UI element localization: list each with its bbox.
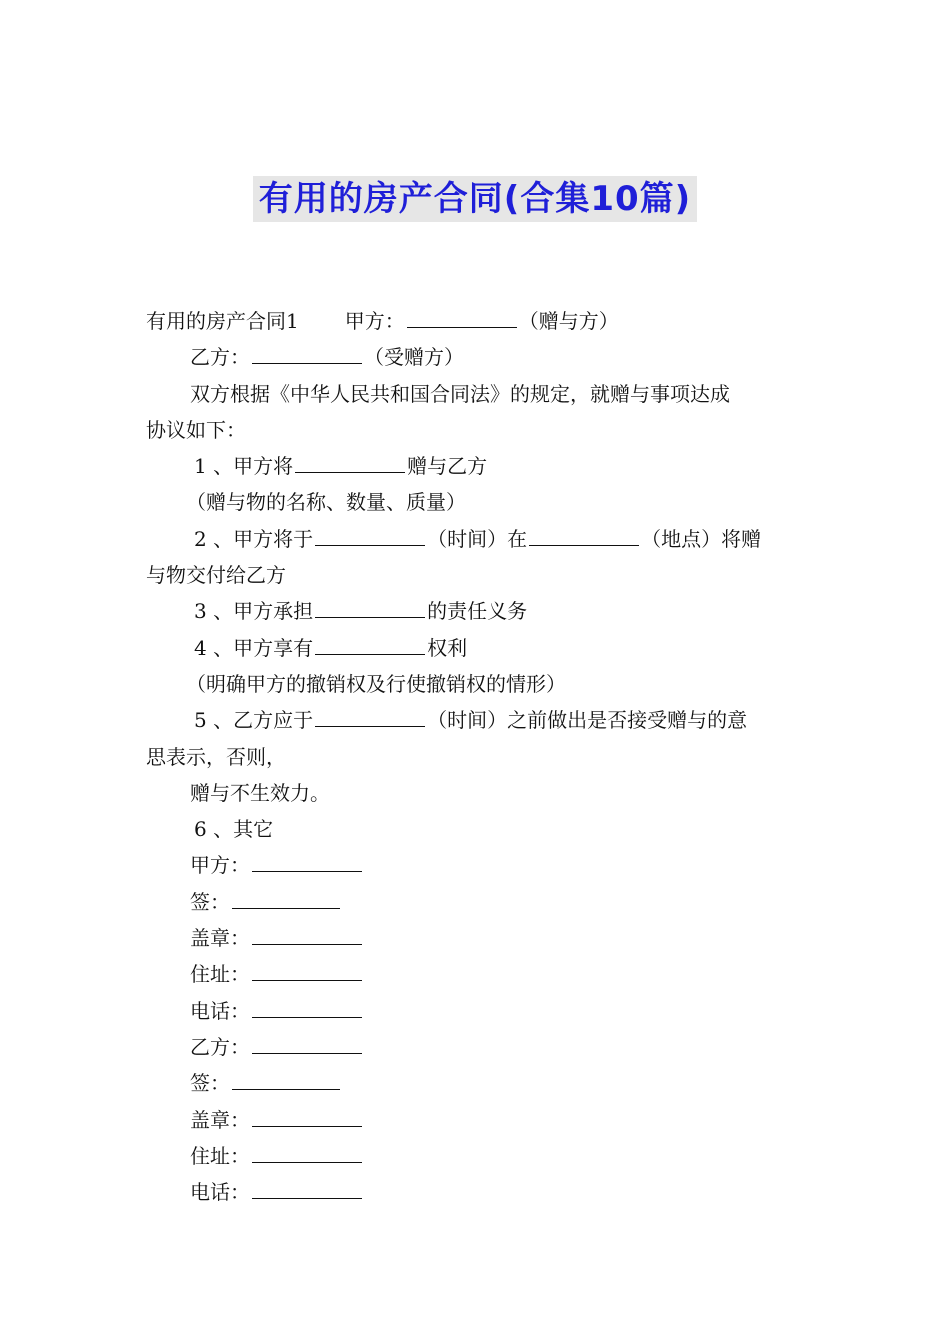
- sig-a-sign-blank: [232, 888, 340, 909]
- clause-2-line-2: [146, 557, 808, 593]
- clause-1-note: （赠与物的名称、数量、质量）: [186, 490, 466, 515]
- party-b-blank: [252, 343, 362, 364]
- intro-text-2: 协议如下：: [146, 417, 246, 442]
- clause-1-prefix: 1 、甲方将: [194, 454, 294, 479]
- sig-b-seal-label: 盖章：: [190, 1107, 250, 1132]
- clause-4-suffix: 权利: [427, 635, 468, 660]
- sig-a-seal-label: 盖章：: [190, 926, 250, 951]
- sig-a-seal: [146, 920, 808, 956]
- clause-1-suffix: 赠与乙方: [407, 454, 488, 479]
- clause-5-line-3: [146, 775, 808, 811]
- clause-5-conclusion: 赠与不生效力。: [190, 780, 330, 805]
- clause-5-line-2: [146, 739, 808, 775]
- intro-line-1: [146, 376, 808, 412]
- clause-5-blank: [315, 706, 425, 727]
- sig-b-sign-label: 签：: [190, 1071, 230, 1096]
- clause-5-suffix: （时间）之前做出是否接受赠与的意: [427, 708, 748, 733]
- sig-b-seal-blank: [252, 1106, 362, 1127]
- clause-4: [146, 630, 808, 666]
- clause-6: [146, 811, 808, 847]
- sig-b-sign: [146, 1065, 808, 1101]
- sig-a-party-blank: [252, 851, 362, 872]
- sig-a-sign: [146, 884, 808, 920]
- intro-text-1: 双方根据《中华人民共和国合同法》的规定，就赠与事项达成: [190, 381, 730, 406]
- contract-heading: 有用的房产合同1: [146, 309, 299, 333]
- sig-a-party: [146, 847, 808, 883]
- clause-5: [146, 702, 808, 738]
- sig-a-address: [146, 956, 808, 992]
- sig-b-party-label: 乙方：: [190, 1034, 250, 1059]
- party-a-label: 甲方：: [344, 309, 405, 333]
- clause-2-prefix: 2 、甲方将于: [194, 526, 314, 551]
- clause-2-time-blank: [315, 525, 425, 546]
- clause-5-continuation: 思表示，否则，: [146, 744, 286, 769]
- clause-4-blank: [315, 634, 425, 655]
- sig-b-phone-label: 电话：: [190, 1180, 250, 1205]
- clause-2-mid-2: （地点）将赠: [641, 526, 762, 551]
- sig-b-phone: [146, 1174, 808, 1210]
- sig-a-sign-label: 签：: [190, 889, 230, 914]
- party-a-blank: [407, 307, 517, 328]
- sig-a-phone: [146, 993, 808, 1029]
- sig-a-phone-label: 电话：: [190, 998, 250, 1023]
- sig-a-party-label: 甲方：: [190, 853, 250, 878]
- clause-2-mid-1: （时间）在: [427, 526, 528, 551]
- sig-b-party-blank: [252, 1033, 362, 1054]
- clause-6-text: 6 、其它: [194, 817, 274, 842]
- sig-b-sign-blank: [232, 1069, 340, 1090]
- sig-b-address-blank: [252, 1142, 362, 1163]
- sig-a-seal-blank: [252, 924, 362, 945]
- document-title: 有用的房产合同(合集10篇): [253, 176, 697, 222]
- intro-line-2: [146, 412, 808, 448]
- party-b-line: [146, 339, 808, 375]
- clause-2-place-blank: [529, 525, 639, 546]
- clause-3-blank: [315, 597, 425, 618]
- party-b-role: （受赠方）: [364, 345, 464, 370]
- party-b-label: 乙方：: [190, 345, 250, 370]
- sig-a-phone-blank: [252, 997, 362, 1018]
- clause-1-note-line: [146, 484, 808, 520]
- clause-3-prefix: 3 、甲方承担: [194, 599, 314, 624]
- clause-5-prefix: 5 、乙方应于: [194, 708, 314, 733]
- sig-b-party: [146, 1029, 808, 1065]
- sig-b-address: [146, 1138, 808, 1174]
- sig-b-phone-blank: [252, 1178, 362, 1199]
- clause-2: [146, 521, 808, 557]
- party-a-role: （赠与方）: [518, 309, 619, 333]
- clause-3-suffix: 的责任义务: [427, 599, 528, 624]
- sig-a-address-label: 住址：: [190, 962, 250, 987]
- heading-line: [146, 303, 808, 339]
- title-area: [0, 176, 950, 222]
- sig-a-address-blank: [252, 960, 362, 981]
- sig-b-seal: [146, 1102, 808, 1138]
- clause-3: [146, 593, 808, 629]
- clause-1: [146, 448, 808, 484]
- clause-4-prefix: 4 、甲方享有: [194, 635, 314, 660]
- clause-1-blank: [295, 452, 405, 473]
- sig-b-address-label: 住址：: [190, 1143, 250, 1168]
- clause-2-continuation: 与物交付给乙方: [146, 563, 286, 588]
- clause-4-note: （明确甲方的撤销权及行使撤销权的情形）: [186, 671, 566, 696]
- clause-4-note-line: [146, 666, 808, 702]
- contract-body: [146, 303, 808, 1210]
